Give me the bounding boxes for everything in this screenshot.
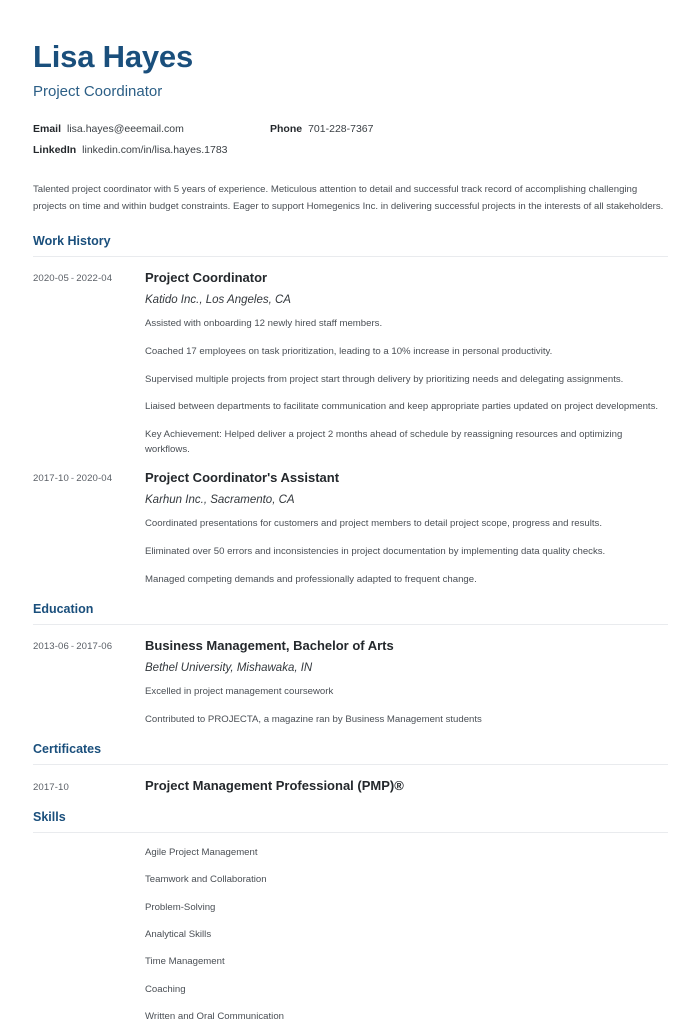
- list-item: Coordinated presentations for customers and project members to detail project scope, progress and results.: [145, 518, 603, 530]
- contact-email: [33, 123, 270, 135]
- candidate-name: Lisa Hayes: [33, 39, 193, 74]
- work-entry: [33, 470, 668, 588]
- entry-title: Business Management, Bachelor of Arts: [145, 637, 394, 653]
- date-start: 2020-05: [33, 272, 69, 284]
- skills-list: [33, 846, 668, 1025]
- section-heading-education: Education: [33, 601, 94, 616]
- entry-company: Katido Inc., Los Angeles, CA: [145, 293, 291, 306]
- entry-body: [145, 778, 668, 794]
- entry-body: [145, 638, 668, 728]
- section-certificates: [33, 742, 668, 794]
- resume-header: [33, 40, 668, 101]
- entry-title: Project Coordinator's Assistant: [145, 470, 340, 485]
- entry-bullet-list: [145, 517, 668, 588]
- entry-title: Project Coordinator: [145, 269, 268, 285]
- linkedin-label: LinkedIn: [33, 144, 77, 157]
- candidate-job-title: Project Coordinator: [33, 83, 163, 101]
- list-item: Excelled in project management coursework: [145, 685, 334, 697]
- list-item: Written and Oral Communication: [145, 1011, 284, 1023]
- entry-date-range: [33, 270, 145, 284]
- date-end: 2022-04: [76, 272, 113, 284]
- entry-title: Project Management Professional (PMP)®: [145, 777, 404, 793]
- list-item: Coached 17 employees on task prioritization, leading to a 10% increase in personal productivity.: [145, 345, 553, 357]
- list-item: Time Management: [145, 956, 225, 968]
- professional-summary: Talented project coordinator with 5 years of experience. Meticulous attention to detail and successful track record of accomplishing challenging projects on time and within budget constraints. Eager to support Homegenics Inc. in delivering successful projects in the interests of all stakeholders.: [33, 184, 664, 212]
- list-item: Assisted with onboarding 12 newly hired staff members.: [145, 317, 383, 329]
- list-item: Key Achievement: Helped deliver a project 2 months ahead of schedule by reassigning resources and optimizing workflows.: [145, 429, 623, 456]
- entry-body: [145, 270, 668, 458]
- contact-block: [33, 123, 668, 156]
- list-item: Eliminated over 50 errors and inconsistencies in project documentation by implementing data quality checks.: [145, 546, 606, 558]
- entry-bullet-list: [145, 685, 668, 728]
- work-entry: [33, 270, 668, 458]
- section-heading-certificates: Certificates: [33, 741, 102, 756]
- entry-school: Bethel University, Mishawaka, IN: [145, 662, 313, 675]
- list-item: Agile Project Management: [145, 846, 258, 858]
- date-separator: -: [70, 640, 75, 652]
- section-divider: [33, 764, 668, 765]
- linkedin-value[interactable]: linkedin.com/in/lisa.hayes.1783: [82, 144, 228, 157]
- phone-label: Phone: [270, 123, 303, 136]
- entry-date-range: [33, 638, 145, 652]
- entry-company: Karhun Inc., Sacramento, CA: [145, 494, 295, 507]
- date-start: 2017-10: [33, 473, 69, 484]
- entry-date: 2017-10: [33, 781, 69, 793]
- list-item: Teamwork and Collaboration: [145, 874, 267, 886]
- entry-date-range: [33, 470, 145, 484]
- contact-row-2: [33, 144, 668, 156]
- date-start: 2013-06: [33, 640, 69, 652]
- section-skills: [33, 810, 668, 1025]
- list-item: Problem-Solving: [145, 901, 216, 913]
- email-label: Email: [33, 123, 62, 136]
- education-entry: [33, 638, 668, 728]
- date-end: 2020-04: [76, 473, 113, 484]
- certificate-entry: [33, 778, 668, 794]
- list-item: Managed competing demands and professionally adapted to frequent change.: [145, 573, 477, 585]
- date-separator: -: [70, 473, 75, 484]
- section-heading-skills: Skills: [33, 809, 66, 824]
- date-separator: -: [70, 272, 75, 284]
- list-item: Coaching: [145, 983, 186, 995]
- email-value[interactable]: lisa.hayes@eeemail.com: [67, 123, 184, 136]
- list-item: Analytical Skills: [145, 929, 212, 941]
- section-divider: [33, 624, 668, 625]
- entry-bullet-list: [145, 317, 668, 458]
- list-item: Contributed to PROJECTA, a magazine ran by Business Management students: [145, 713, 482, 725]
- date-end: 2017-06: [76, 640, 113, 652]
- phone-value[interactable]: 701-228-7367: [308, 123, 374, 136]
- section-work-history: [33, 234, 668, 588]
- contact-row-1: [33, 123, 668, 135]
- section-heading-work-history: Work History: [33, 233, 111, 248]
- contact-phone: [270, 123, 373, 135]
- section-divider: [33, 832, 668, 833]
- section-divider: [33, 256, 668, 257]
- contact-linkedin: [33, 144, 270, 156]
- entry-body: [145, 470, 668, 588]
- list-item: Liaised between departments to facilitate communication and keep appropriate parties updated on project developments.: [145, 401, 659, 413]
- list-item: Supervised multiple projects from project start through delivery by prioritizing needs and delegating assignments.: [145, 373, 624, 385]
- section-education: [33, 602, 668, 728]
